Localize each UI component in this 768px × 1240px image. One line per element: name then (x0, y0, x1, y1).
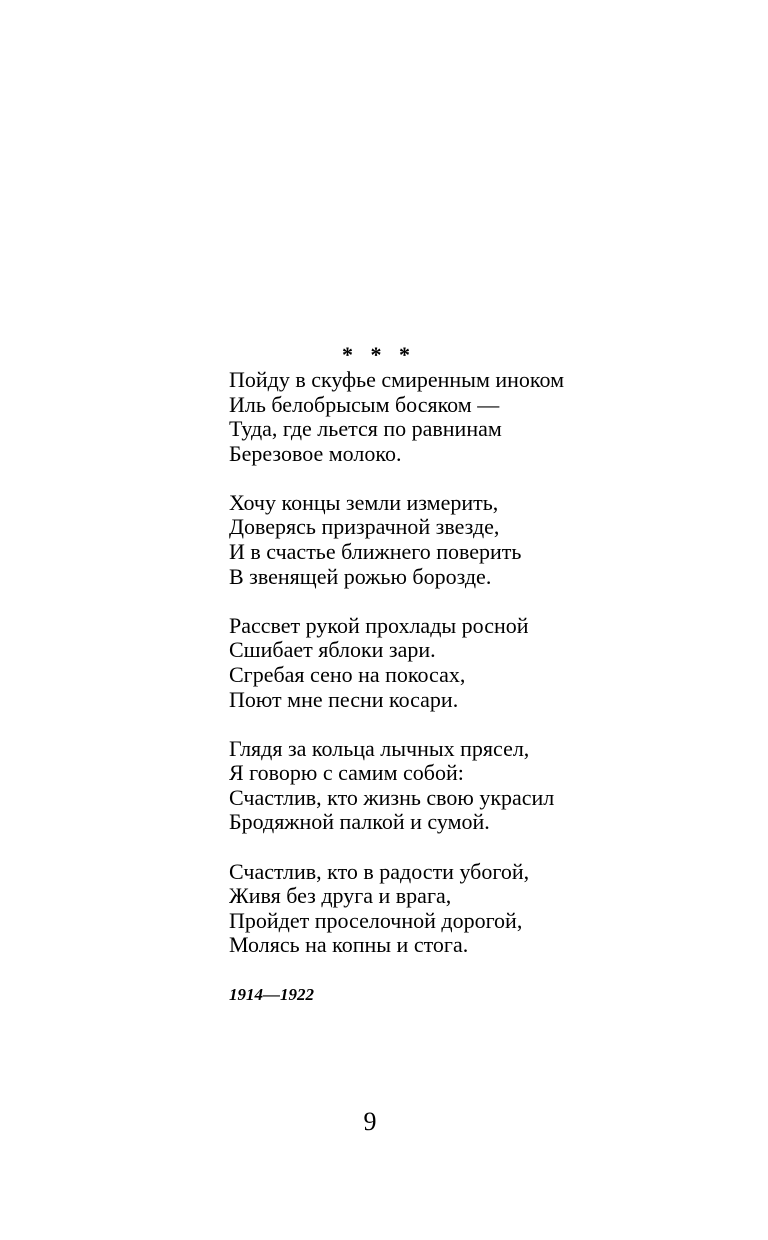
poem-body (229, 368, 649, 982)
poem-date: 1914—1922 (229, 985, 314, 1004)
stanza-4 (229, 737, 649, 835)
poem-separator: * * * (342, 342, 416, 367)
page-number: 9 (363, 1107, 377, 1136)
poem-line: Счастлив, кто в радости убогой, (229, 858, 530, 884)
poem-line: Глядя за кольца лычных прясел, (229, 735, 530, 761)
poem-line: Поют мне песни косари. (229, 686, 459, 712)
poem-line: Молясь на копны и стога. (229, 932, 469, 958)
poem-line: Сгребая сено на покосах, (229, 661, 466, 687)
poem-line: Рассвет рукой прохлады росной (229, 612, 529, 638)
stanza-2 (229, 491, 649, 589)
poem-line: Березовое молоко. (229, 440, 402, 466)
poem-line: Доверясь призрачной звезде, (229, 514, 500, 540)
poem-line: Сшибает яблоки зари. (229, 637, 436, 663)
poem-line: Пойду в скуфье смиренным иноком (229, 367, 564, 392)
poem-line: И в счастье ближнего поверить (229, 539, 522, 565)
stanza-1 (229, 368, 649, 466)
poem-line: Туда, где льется по равнинам (229, 416, 502, 442)
poem-line: В звенящей рожью борозде. (229, 563, 492, 589)
poem-line: Иль белобрысым босяком — (229, 391, 500, 417)
poem-line: Счастлив, кто жизнь свою украсил (229, 784, 555, 810)
stanza-5 (229, 860, 649, 958)
poem-line: Живя без друга и врага, (229, 883, 452, 909)
poem-line: Бродяжной палкой и сумой. (229, 809, 490, 835)
poem-line: Я говорю с самим собой: (229, 760, 464, 786)
stanza-3 (229, 614, 649, 712)
poem-line: Пройдет проселочной дорогой, (229, 907, 523, 933)
poem-line: Хочу концы земли измерить, (229, 489, 499, 515)
